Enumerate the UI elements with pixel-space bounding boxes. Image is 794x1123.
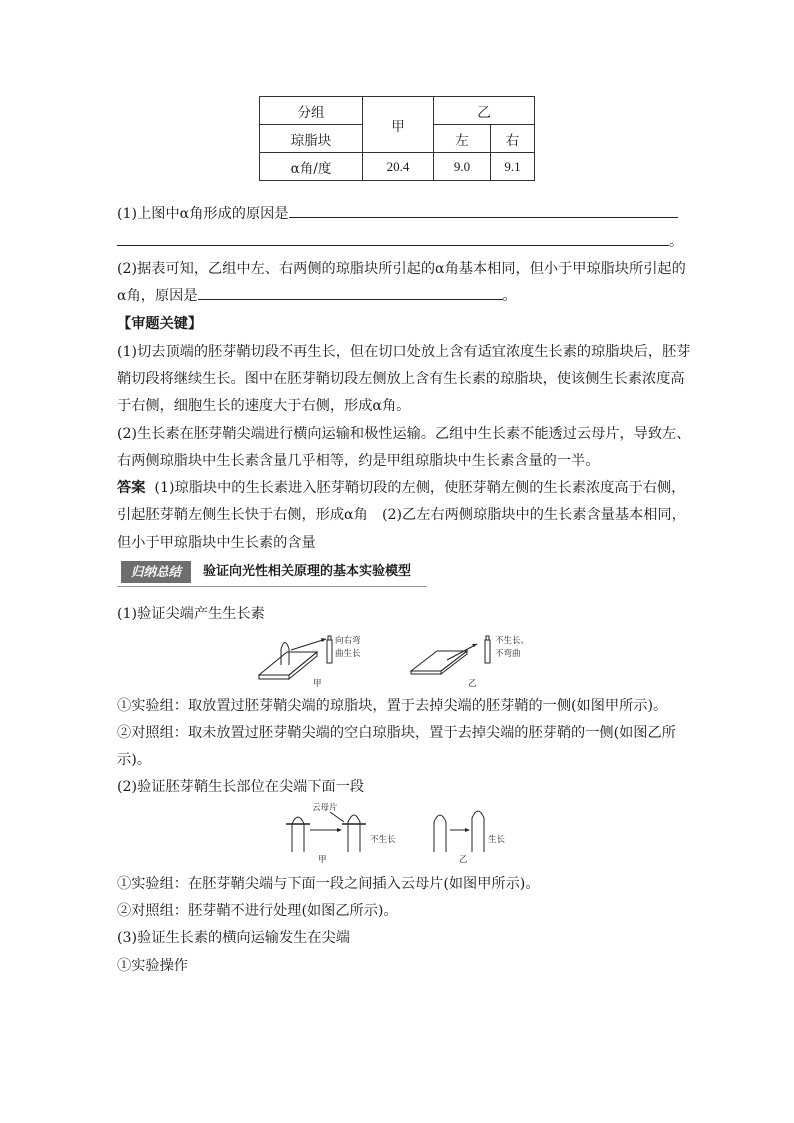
figure-growth-region [282,800,522,864]
question-2-prefix: α角，原因是 [117,288,198,304]
agar-block-yi [486,636,489,640]
section-1-ctrl-line-1: ②对照组：取未放置过胚芽鞘尖端的空白琼脂块，置于去掉尖端的胚芽鞘的一侧(如图乙所 [117,725,676,741]
mica-pointer [330,812,344,822]
summary-rule [117,586,427,587]
question-1 [117,201,678,227]
cell-jia-value: 20.4 [363,153,434,181]
agar-board-jia-edge [259,675,289,679]
key-p1-line-3: 于右侧，细胞生长的速度大于右侧，形成α角。 [117,398,411,414]
key-p1-line-2: 鞘切段将继续生长。图中在胚芽鞘切段左侧放上含有生长素的琼脂块，使该侧生长素浓度高 [117,371,685,387]
arrowhead-jia [321,638,326,642]
question-2-line-2 [117,283,517,309]
agar-board-yi-edge [411,671,441,674]
section-1-heading: (1)验证尖端产生生长素 [117,606,265,622]
arrowhead-yi-2 [465,828,470,832]
section-1-exp: ①实验组：取放置过胚芽鞘尖端的琼脂块，置于去掉尖端的胚芽鞘的一侧(如图甲所示)。 [117,698,668,714]
key-p1-line-1: (1)切去顶端的胚芽鞘切段不再生长，但在切口处放上含有适宜浓度生长素的琼脂块后，胚芽 [117,344,691,360]
coleoptile-yi-2 [472,811,484,852]
section-3-step: ①实验操作 [117,958,188,974]
fig-yi-caption: 乙 [468,679,477,689]
arrowhead-jia-2 [337,828,342,832]
coleoptile-jia-2 [348,815,360,852]
agar-block-jia [328,636,331,640]
answer-blank[interactable] [117,229,669,246]
arrow-jia [291,639,326,650]
fig-mica-label: 云母片 [312,803,338,813]
fig-jia-label: 向右弯 [335,636,361,646]
figure-tip-auxin [255,628,565,694]
coleoptile-cut-yi [485,640,490,663]
cell-right-header: 右 [491,125,535,153]
question-2-end: 。 [502,288,517,304]
summary-tag: 归纳总结 [121,561,191,583]
answer-blank[interactable] [289,201,678,218]
fig-jia-caption: 甲 [313,679,322,689]
question-2-line-1: (2)据表可知，乙组中左、右两侧的琼脂块所引起的α角基本相同，但小于甲琼脂块所引起的 [117,261,686,277]
fig-yi-caption-2: 乙 [459,855,468,864]
alpha-angle-table [259,96,535,181]
cell-group-header: 分组 [260,97,363,125]
answer-text-1: (1)琼脂块中的生长素进入胚芽鞘切段的左侧，使胚芽鞘左侧的生长素浓度高于右侧， [154,480,686,496]
fig-jia-caption-2: 甲 [318,855,327,864]
section-1-ctrl-line-2: 示)。 [117,752,151,768]
answer-blank[interactable] [198,283,503,300]
question-1-text: (1)上图中α角形成的原因是 [117,206,289,222]
coleoptile-jia-1 [292,817,304,852]
cell-alpha-label: α角/度 [260,153,363,181]
section-3-heading: (3)验证生长素的横向运输发生在尖端 [117,930,350,946]
summary-banner [117,561,427,583]
fig-yi-label-2: 不弯曲 [495,649,521,659]
cell-left-value: 9.0 [434,153,491,181]
section-2-ctrl: ②对照组：胚芽鞘不进行处理(如图乙所示)。 [117,903,398,919]
key-p2-line-2: 右两侧琼脂块中生长素含量几乎相等，约是甲组琼脂块中生长素含量的一半。 [117,453,600,469]
fig-grow-label: 生长 [488,835,506,845]
answer-line-2: 引起胚芽鞘左侧生长快于右侧，形成α角 (2)乙左右两侧琼脂块中的生长素含量基本相同， [117,507,686,523]
key-p2-line-1: (2)生长素在胚芽鞘尖端进行横向运输和极性运输。乙组中生长素不能透过云母片，导致左、 [117,426,691,442]
section-2-heading: (2)验证胚芽鞘生长部位在尖端下面一段 [117,779,365,795]
fig-nogrow-label: 不生长 [370,835,396,845]
key-heading: 【审题关键】 [117,316,203,332]
agar-board-yi-side [441,651,467,674]
section-2-exp: ①实验组：在胚芽鞘尖端与下面一段之间插入云母片(如图甲所示)。 [117,876,540,892]
cell-agar-header: 琼脂块 [260,125,363,153]
cell-left-header: 左 [434,125,491,153]
cell-right-value: 9.1 [491,153,535,181]
agar-board-jia-side [289,652,317,679]
question-1-cont [117,229,683,255]
coleoptile-cut-jia [327,640,332,663]
cell-jia-header: 甲 [363,97,434,153]
fig-yi-label: 不生长、 [495,636,530,646]
answer-line-3: 但小于甲琼脂块中生长素的含量 [117,535,316,551]
answer-label: 答案 [117,480,146,496]
coleoptile-yi-1 [434,815,446,852]
question-1-end: 。 [669,234,684,250]
cell-yi-header: 乙 [434,97,535,125]
fig-jia-label-2: 曲生长 [335,649,361,659]
answer-line-1 [117,475,685,501]
summary-title: 验证向光性相关原理的基本实验模型 [203,564,412,579]
